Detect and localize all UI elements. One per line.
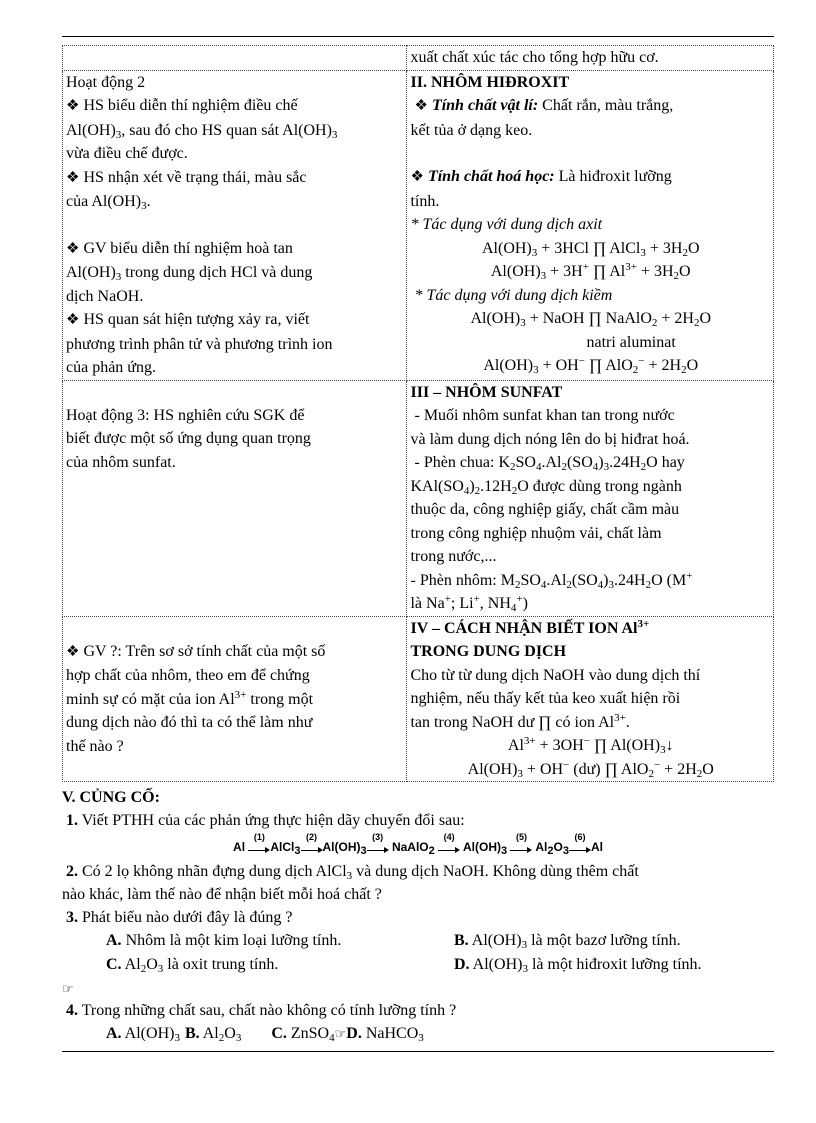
reaction-chain: [62, 832, 774, 856]
answer-options-row: [62, 1022, 774, 1047]
text-line: tính.: [410, 192, 440, 210]
equation: $Al(OH)_3 + OH^-$ (dư) ∏ $AlO_2^- + 2H_2O$: [467, 758, 714, 780]
section-heading: TRONG DUNG DỊCH: [410, 643, 567, 660]
arrow-right-icon: (6): [569, 841, 591, 855]
option-d: D. NaHCO$_3$: [346, 1025, 424, 1044]
answer-options-row: [62, 953, 774, 977]
text-line: ❖ GV ?: Trên sơ sở tính chất của một số: [66, 642, 326, 660]
diamond-bullet-icon: ❖: [66, 169, 80, 186]
text-line: Cho từ từ dung dịch NaOH vào dung dịch thí: [410, 666, 701, 684]
text-line: ❖ Tính chất hoá học: Là hiđroxit lưỡng: [410, 168, 672, 185]
left-cell: [63, 46, 407, 71]
text-line: - Phèn nhôm: $M_2SO_4.Al_2(SO_4)_3.24H_2O$ (M+: [410, 569, 693, 591]
text-line: ❖ HS quan sát hiện tượng xảy ra, viết: [66, 311, 310, 328]
diamond-bullet-icon: ❖: [414, 98, 428, 114]
text-line: minh sự có mặt của ion $Al^{3+}$ trong một: [66, 688, 314, 708]
option-a: A. $Al(OH)_3$: [106, 1025, 180, 1044]
arrow-right-icon: (5): [510, 841, 532, 855]
text-line: trong công nghiệp nhuộm vải, chất làm: [410, 524, 662, 542]
chain-species: $Al(OH)_3$: [322, 840, 367, 857]
table-row: [63, 616, 774, 782]
text-line: nào khác, làm thế nào để nhận biết mỗi hoá chất ?: [62, 886, 382, 903]
pointing-hand-icon: ☞: [62, 982, 74, 997]
left-cell: [63, 380, 407, 616]
top-rule: [62, 36, 774, 37]
activity-title: Hoạt động 2: [66, 73, 146, 91]
text-line: của phản ứng.: [66, 359, 156, 376]
chain-species: NaAlO$_2$: [391, 840, 435, 857]
text-line: tan trong NaOH dư ∏ có ion $Al^{3+}$.: [410, 711, 630, 731]
question-4: 4. Trong những chất sau, chất nào không có tính lưỡng tính ?: [66, 1002, 457, 1019]
answer-options-row: [62, 929, 774, 953]
option-c: C. $Al_2O_3$ là oxit trung tính.: [106, 956, 279, 975]
text-line: natri aluminat: [586, 333, 676, 351]
text-line: - Phèn chua: $K_2SO_4.Al_2(SO_4)_3.24H_2O$ hay: [414, 454, 685, 473]
table-row: [63, 70, 774, 380]
arrow-right-icon: (4): [438, 841, 460, 855]
question-3: 3. Phát biểu nào dưới đây là đúng ?: [66, 909, 293, 926]
table-row: [63, 380, 774, 616]
text-line: nghiệm, nếu thấy kết tủa keo xuất hiện rồi: [410, 690, 681, 707]
equation: $Al(OH)_3 + 3H^+$ ∏ $Al^{3+} + 3H_2O$: [490, 261, 691, 282]
text-line: * Tác dụng với dung dịch axit: [410, 216, 603, 233]
arrow-right-icon: (3): [367, 841, 389, 855]
text-line: ❖ HS nhận xét về trạng thái, màu sắc: [66, 168, 307, 186]
text-line: thế nào ?: [66, 737, 124, 755]
question-2: 2. Có 2 lọ không nhãn đựng dung dịch AlCl$_3$ và dung dịch NaOH. Không dùng thêm chất: [66, 863, 639, 882]
text-line: hợp chất của nhôm, theo em để chứng: [66, 667, 310, 684]
diamond-bullet-icon: ❖: [66, 240, 80, 257]
section-heading: II. NHÔM HIĐROXIT: [410, 73, 570, 91]
question-1: 1. Viết PTHH của các phản ứng thực hiện dãy chuyển đổi sau:: [66, 812, 465, 829]
equation: $Al(OH)_3 + 3HCl$ ∏ AlCl$_3$ + $3H_2O$: [481, 239, 700, 259]
arrow-right-icon: (1): [248, 841, 270, 855]
equation: $Al^{3+} + 3OH^-$ ∏ $Al(OH)_3↓$: [507, 735, 674, 756]
text-line: ❖ Tính chất vật lí: Chất rắn, màu trắng,: [414, 97, 674, 114]
option-c: C. ZnSO$_4$☞: [271, 1025, 347, 1044]
text-line: Hoạt động 3: HS nghiên cứu SGK để: [66, 406, 305, 424]
text-line: phương trình phân tử và phương trình ion: [66, 335, 333, 353]
text-line: * Tác dụng với dung dịch kiềm: [414, 286, 613, 304]
section-heading: III – NHÔM SUNFAT: [410, 383, 563, 401]
option-b: B. $Al(OH)_3$ là một bazơ lưỡng tính.: [454, 932, 681, 951]
option-a: A. Nhôm là một kim loại lưỡng tính.: [106, 932, 342, 949]
text-line: ❖ GV biểu diễn thí nghiệm hoà tan: [66, 239, 293, 257]
text-line: $KAl(SO_4)_2.12H_2O$ được dùng trong ngành: [410, 477, 682, 497]
arrow-right-icon: (2): [301, 841, 323, 855]
text-line: dịch NaOH.: [66, 287, 144, 305]
right-cell: [407, 616, 774, 782]
option-b: B. $Al_2O_3$: [184, 1025, 242, 1044]
chain-species: $Al(OH)_3$: [463, 840, 508, 857]
text-line: và làm dung dịch nóng lên do bị hiđrat hoá.: [410, 430, 690, 448]
diamond-bullet-icon: ❖: [410, 169, 424, 185]
left-cell: [63, 70, 407, 380]
text-line: $Al(OH)_3$ trong dung dịch HCl và dung: [66, 264, 313, 283]
text-line: ❖ HS biểu diễn thí nghiệm điều chế: [66, 97, 298, 114]
right-cell: [407, 380, 774, 616]
chain-species: AlCl$_3$: [270, 840, 301, 857]
diamond-bullet-icon: ❖: [66, 312, 80, 328]
text-line: xuất chất xúc tác cho tổng hợp hữu cơ.: [410, 49, 659, 66]
lesson-table: [62, 45, 774, 782]
text-line: $Al(OH)_3$, sau đó cho HS quan sát $Al(OH)_3$: [66, 121, 338, 141]
right-cell: [407, 70, 774, 380]
chain-species: $Al_2O_3$: [535, 840, 569, 857]
document-page: [62, 36, 774, 1052]
left-cell: [63, 616, 407, 782]
text-line: [62, 977, 774, 999]
section-heading: V. CỦNG CỐ:: [62, 789, 160, 806]
text-line: của nhôm sunfat.: [66, 453, 176, 471]
text-line: kết tủa ở dạng keo.: [410, 121, 533, 139]
text-line: thuộc da, công nghiệp giấy, chất cầm màu: [410, 501, 680, 518]
chain-species: Al: [233, 840, 246, 854]
text-line: - Muối nhôm sunfat khan tan trong nước: [414, 407, 675, 424]
option-d: D. $Al(OH)_3$ là một hiđroxit lưỡng tính.: [454, 956, 702, 975]
table-row: [63, 46, 774, 71]
consolidation-section: [62, 786, 774, 1047]
equation: $Al(OH)_3$ + NaOH ∏ NaAlO$_2$ + $2H_2O$: [470, 310, 712, 329]
pointing-hand-icon: ☞: [334, 1027, 347, 1042]
text-line: biết được một số ứng dụng quan trọng: [66, 430, 311, 447]
text-line: dung dịch nào đó thì ta có thể làm như: [66, 714, 313, 731]
bottom-rule: [62, 1051, 774, 1052]
diamond-bullet-icon: ❖: [66, 643, 80, 660]
diamond-bullet-icon: ❖: [66, 98, 80, 114]
section-heading: IV – CÁCH NHẬN BIẾT ION $Al^{3+}$: [410, 617, 650, 637]
chain-species: Al: [590, 840, 603, 854]
text-line: vừa điều chế được.: [66, 145, 188, 162]
text-line: của $Al(OH)_3$.: [66, 193, 151, 212]
right-cell: [407, 46, 774, 71]
equation: $Al(OH)_3 + OH^-$ ∏ $AlO_2^- + 2H_2O$: [483, 355, 699, 376]
text-line: trong nước,...: [410, 548, 497, 565]
text-line: là Na+; Li+, $NH_4^+$): [410, 593, 528, 614]
activity-title: Hoạt động 3:: [66, 406, 150, 424]
